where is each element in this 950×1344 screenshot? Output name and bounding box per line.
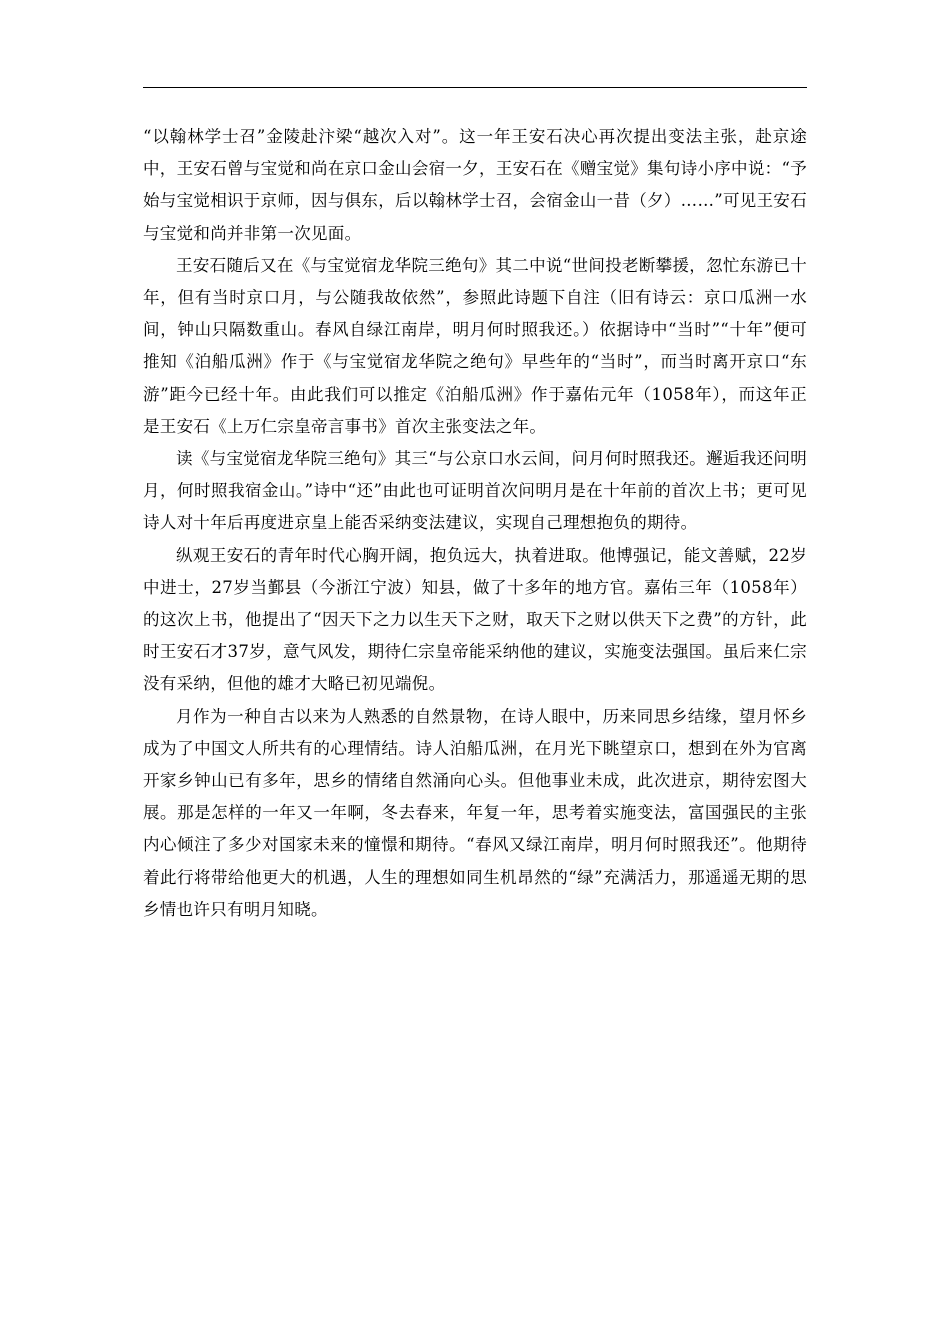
paragraph-continuation: “以翰林学士召”金陵赴汴梁“越次入对”。这一年王安石决心再次提出变法主张，赴京途中，王安石曾与宝觉和尚在京口金山会宿一夕，王安石在《赠宝觉》集句诗小序中说：“予始与宝觉相识于京师，因与俱东，后以翰林学士召，会宿金山一昔（夕）……”可见王安石与宝觉和尚并非第一次见面。 [143, 127, 807, 243]
header-rule [143, 87, 807, 88]
document-body [143, 121, 807, 926]
paragraph: 纵观王安石的青年时代心胸开阔，抱负远大，执着进取。他博强记，能文善赋，22岁中进士，27岁当鄞县（今浙江宁波）知县，做了十多年的地方官。嘉佑三年（1058年）的这次上书，他提出了“因天下之力以生天下之财，取天下之财以供天下之费”的方针，此时王安石才37岁，意气风发，期待仁宗皇帝能采纳他的建议，实施变法强国。虽后来仁宗没有采纳，但他的雄才大略已初见端倪。 [143, 545, 807, 694]
paragraph: 王安石随后又在《与宝觉宿龙华院三绝句》其二中说“世间投老断攀援，忽忙东游已十年，但有当时京口月，与公随我故依然”，参照此诗题下自注（旧有诗云：京口瓜洲一水间，钟山只隔数重山。春风自绿江南岸，明月何时照我还。）依据诗中“当时”“十年”便可推知《泊船瓜洲》作于《与宝觉宿龙华院之绝句》早些年的“当时”，而当时离开京口“东游”距今已经十年。由此我们可以推定《泊船瓜洲》作于嘉佑元年（1058年），而这年正是王安石《上万仁宗皇帝言事书》首次主张变法之年。 [143, 255, 807, 436]
paragraph: 读《与宝觉宿龙华院三绝句》其三“与公京口水云间，问月何时照我还。邂逅我还问明月，何时照我宿金山。”诗中“还”由此也可证明首次问明月是在十年前的首次上书；更可见诗人对十年后再度进京皇上能否采纳变法建议，实现自己理想抱负的期待。 [143, 449, 807, 533]
paragraph: 月作为一种自古以来为人熟悉的自然景物，在诗人眼中，历来同思乡结缘，望月怀乡成为了中国文人所共有的心理情结。诗人泊船瓜洲，在月光下眺望京口，想到在外为官离开家乡钟山已有多年，思乡的情绪自然涌向心头。但他事业未成，此次进京，期待宏图大展。那是怎样的一年又一年啊，冬去春来，年复一年，思考着实施变法，富国强民的主张内心倾注了多少对国家未来的憧憬和期待。“春风又绿江南岸，明月何时照我还”。他期待着此行将带给他更大的机遇，人生的理想如同生机昂然的“绿”充满活力，那遥遥无期的思乡情也许只有明月知晓。 [143, 706, 807, 919]
